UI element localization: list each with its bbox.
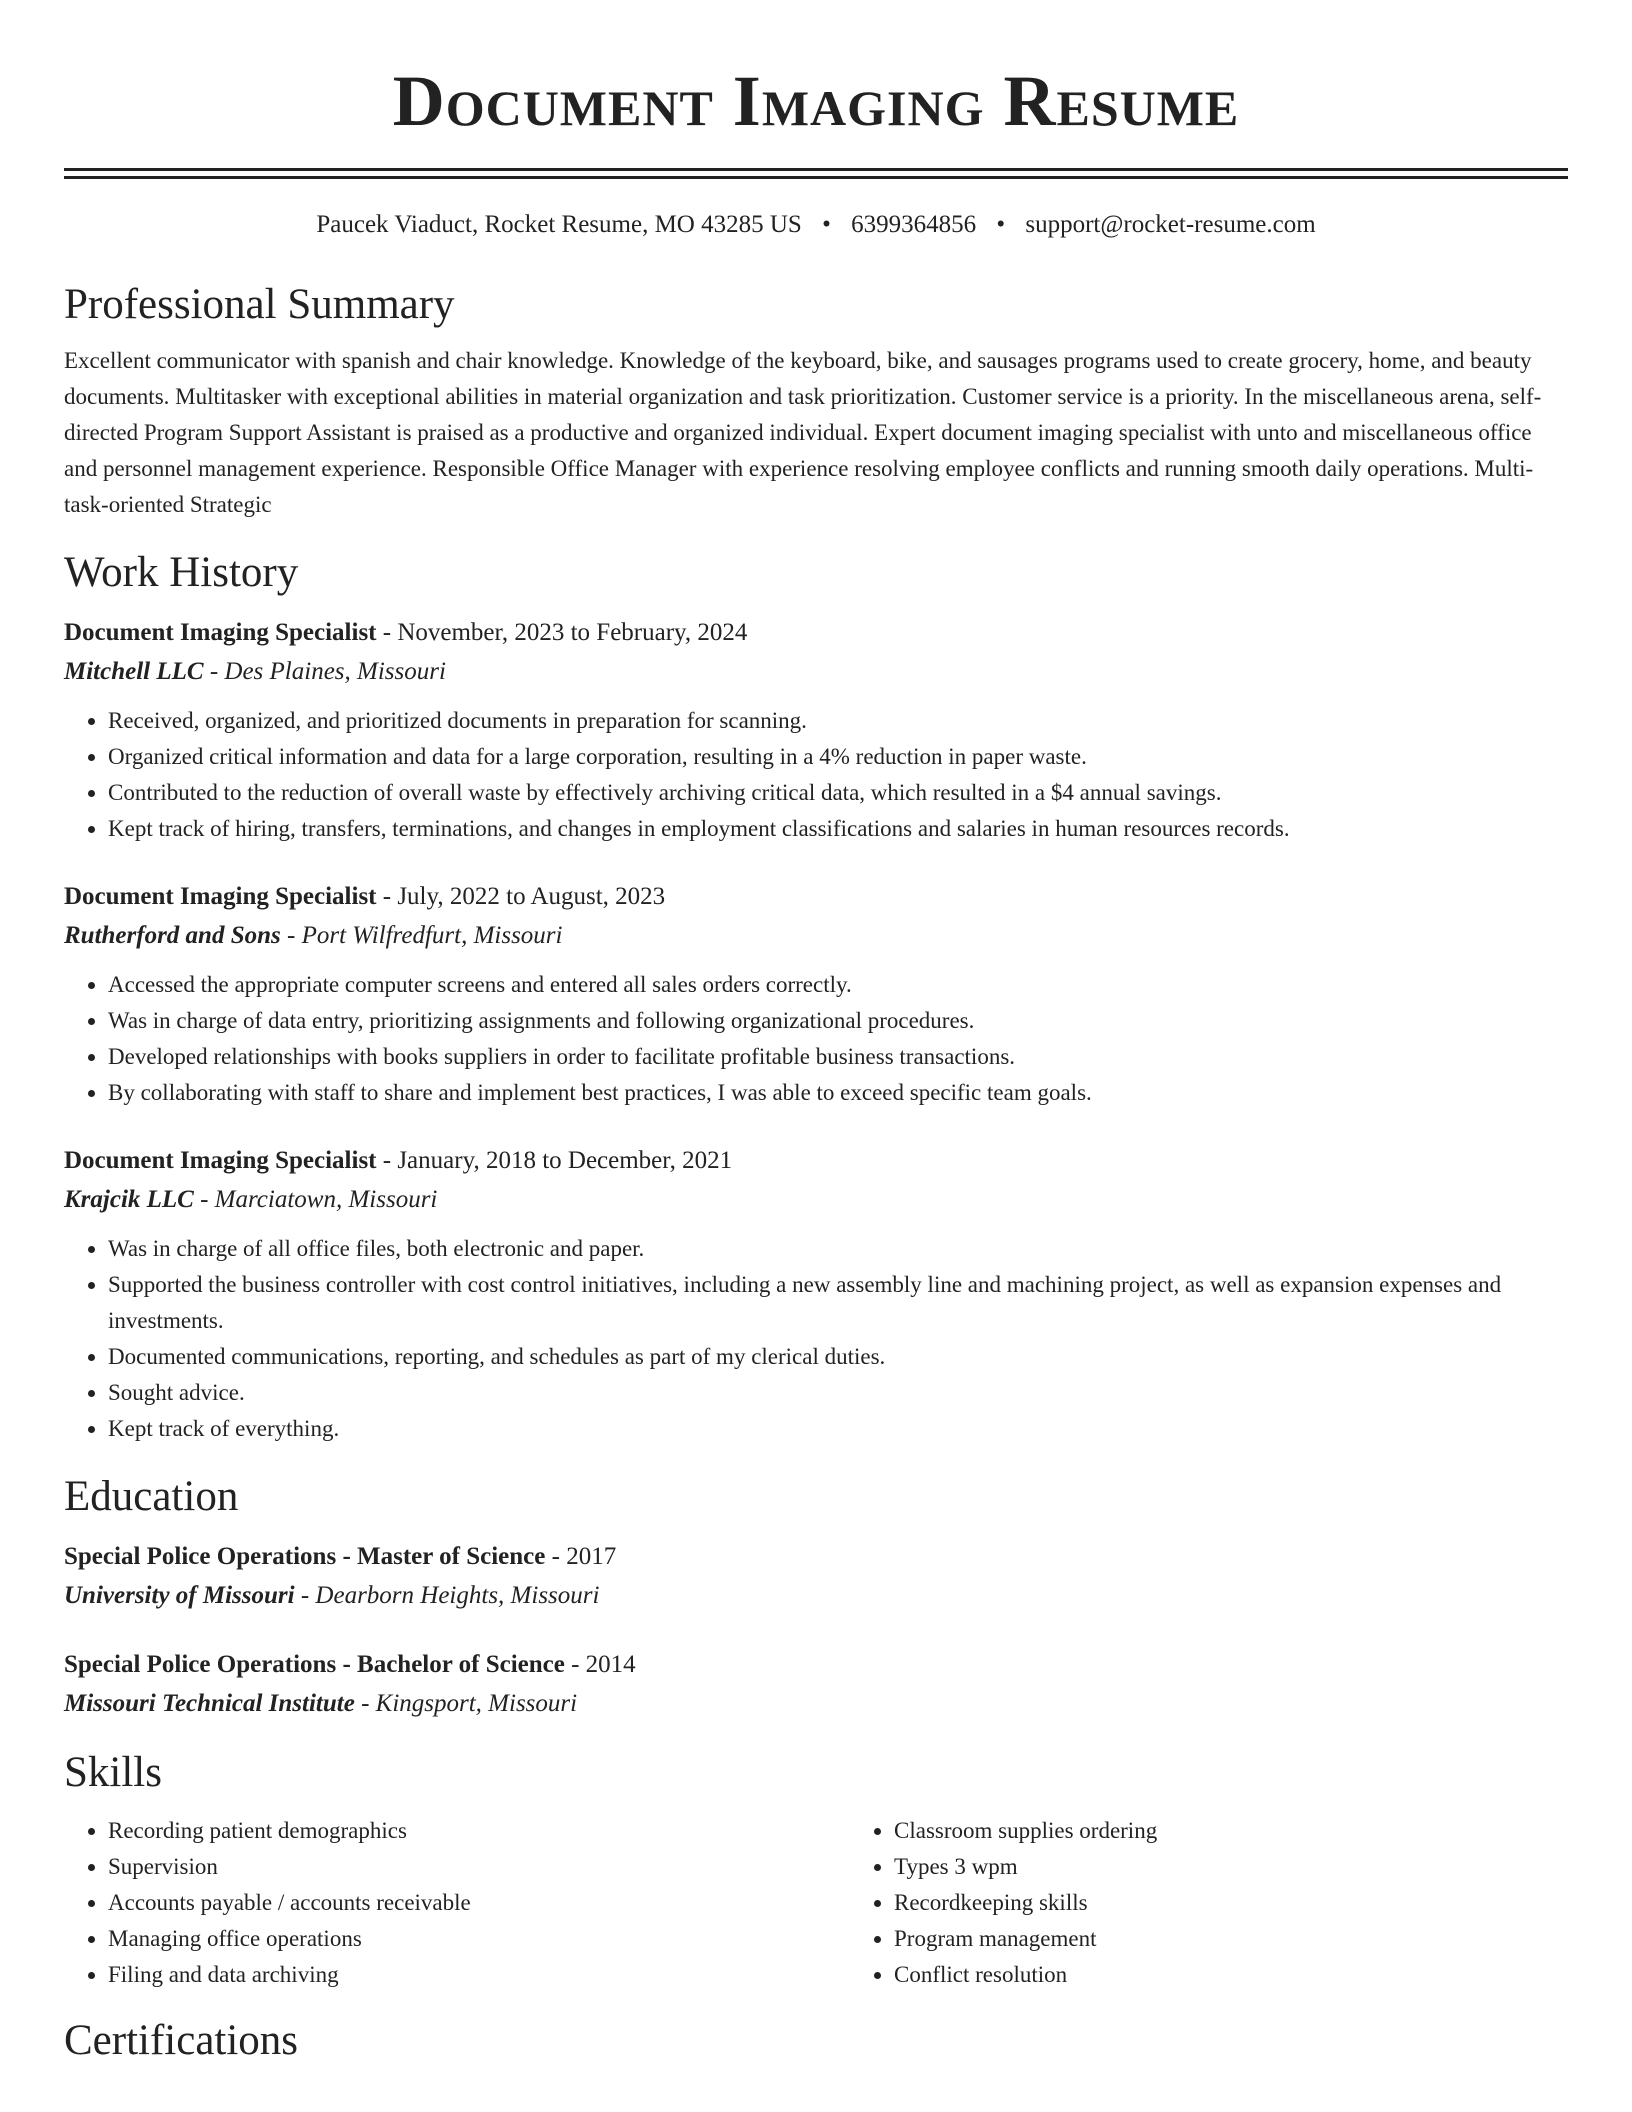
job-company-line bbox=[64, 652, 1568, 691]
job-company: Krajcik LLC bbox=[64, 1186, 194, 1213]
education-entry bbox=[64, 1645, 1568, 1723]
job-entry bbox=[64, 1141, 1568, 1447]
list-item: • Sought advice. bbox=[108, 1375, 1568, 1411]
skills-list-right bbox=[850, 1813, 1568, 1993]
job-title-line bbox=[64, 613, 1568, 652]
degree-line bbox=[64, 1537, 1568, 1576]
job-location: - Marciatown, Missouri bbox=[193, 1186, 438, 1213]
page-title: Document Imaging Resume bbox=[392, 61, 1240, 141]
contact-separator: • bbox=[996, 211, 1006, 238]
job-role: Document Imaging Specialist bbox=[64, 1147, 377, 1174]
contact-phone: 6399364856 bbox=[851, 211, 977, 238]
school-line bbox=[64, 1576, 1568, 1615]
job-role: Document Imaging Specialist bbox=[64, 883, 377, 910]
skill-item: • Recording patient demographics bbox=[108, 1813, 850, 1849]
job-dates: - July, 2022 to August, 2023 bbox=[376, 883, 666, 910]
job-duties-list bbox=[64, 703, 1568, 847]
degree-line bbox=[64, 1645, 1568, 1684]
list-item: • Received, organized, and prioritized documents in preparation for scanning. bbox=[108, 703, 1568, 739]
school-location: - Kingsport, Missouri bbox=[354, 1690, 578, 1717]
job-company-line bbox=[64, 916, 1568, 955]
list-item: • Kept track of hiring, transfers, terminations, and changes in employment classifications and salaries in human resources records. bbox=[108, 811, 1568, 847]
job-entry bbox=[64, 613, 1568, 847]
education-heading: Education bbox=[64, 1473, 239, 1520]
skill-item: • Accounts payable / accounts receivable bbox=[108, 1885, 850, 1921]
skills-list-left bbox=[64, 1813, 850, 1993]
skill-item: • Supervision bbox=[108, 1849, 850, 1885]
job-location: - Des Plaines, Missouri bbox=[203, 658, 446, 685]
school-name: University of Missouri bbox=[64, 1582, 295, 1609]
contact-address: Paucek Viaduct, Rocket Resume, MO 43285 US bbox=[316, 211, 802, 238]
school-location: - Dearborn Heights, Missouri bbox=[294, 1582, 600, 1609]
job-duties-list bbox=[64, 967, 1568, 1111]
contact-email: support@rocket-resume.com bbox=[1025, 211, 1316, 238]
job-company: Rutherford and Sons bbox=[64, 922, 281, 949]
skill-item: • Managing office operations bbox=[108, 1921, 850, 1957]
summary-text: Excellent communicator with spanish and chair knowledge. Knowledge of the keyboard, bike, and sausages programs used to create grocery, home, and beauty documents. Multitasker with exceptional abilities in material organization and task prioritization. Customer service is a priority. In the miscellaneous arena, self-directed Program Support Assistant is praised as a productive and organized individual. Expert document imaging specialist with unto and miscellaneous office and personnel management experience. Responsible Office Manager with experience resolving employee conflicts and running smooth daily operations. Multi-task-oriented Strategic bbox=[64, 348, 1542, 517]
summary-heading: Professional Summary bbox=[64, 281, 455, 328]
job-duties-list bbox=[64, 1231, 1568, 1447]
job-company-line bbox=[64, 1180, 1568, 1219]
skill-item: • Types 3 wpm bbox=[894, 1849, 1568, 1885]
list-item: • Organized critical information and data for a large corporation, resulting in a 4% reduction in paper waste. bbox=[108, 739, 1568, 775]
skills-heading: Skills bbox=[64, 1749, 162, 1796]
title-divider bbox=[64, 168, 1568, 179]
school-name: Missouri Technical Institute bbox=[64, 1690, 355, 1717]
education-entry bbox=[64, 1537, 1568, 1615]
contact-line bbox=[64, 207, 1568, 243]
list-item: • By collaborating with staff to share and implement best practices, I was able to exceed specific team goals. bbox=[108, 1075, 1568, 1111]
skill-item: • Conflict resolution bbox=[894, 1957, 1568, 1993]
skill-item: • Filing and data archiving bbox=[108, 1957, 850, 1993]
skill-item: • Recordkeeping skills bbox=[894, 1885, 1568, 1921]
job-company: Mitchell LLC bbox=[64, 658, 204, 685]
graduation-year: - 2017 bbox=[545, 1543, 617, 1570]
list-item: • Kept track of everything. bbox=[108, 1411, 1568, 1447]
list-item: • Was in charge of all office files, both electronic and paper. bbox=[108, 1231, 1568, 1267]
list-item: • Contributed to the reduction of overall waste by effectively archiving critical data, which resulted in a $4 annual savings. bbox=[108, 775, 1568, 811]
job-title-line bbox=[64, 1141, 1568, 1180]
job-dates: - January, 2018 to December, 2021 bbox=[376, 1147, 733, 1174]
skill-item: • Classroom supplies ordering bbox=[894, 1813, 1568, 1849]
list-item: • Developed relationships with books suppliers in order to facilitate profitable business transactions. bbox=[108, 1039, 1568, 1075]
list-item: • Was in charge of data entry, prioritizing assignments and following organizational procedures. bbox=[108, 1003, 1568, 1039]
job-location: - Port Wilfredfurt, Missouri bbox=[280, 922, 563, 949]
list-item: • Documented communications, reporting, and schedules as part of my clerical duties. bbox=[108, 1339, 1568, 1375]
job-title-line bbox=[64, 877, 1568, 916]
job-entry bbox=[64, 877, 1568, 1111]
contact-separator: • bbox=[822, 211, 831, 238]
degree: Special Police Operations - Master of Science bbox=[64, 1543, 546, 1570]
list-item: • Accessed the appropriate computer screens and entered all sales orders correctly. bbox=[108, 967, 1568, 1003]
certifications-heading: Certifications bbox=[64, 2017, 299, 2064]
job-role: Document Imaging Specialist bbox=[64, 619, 377, 646]
work-history-heading: Work History bbox=[64, 549, 299, 596]
job-dates: - November, 2023 to February, 2024 bbox=[376, 619, 748, 646]
skill-item: • Program management bbox=[894, 1921, 1568, 1957]
graduation-year: - 2014 bbox=[564, 1651, 636, 1678]
school-line bbox=[64, 1684, 1568, 1723]
degree: Special Police Operations - Bachelor of Science bbox=[64, 1651, 565, 1678]
skills-columns bbox=[64, 1813, 1568, 1993]
list-item: • Supported the business controller with cost control initiatives, including a new assembly line and machining project, as well as expansion expenses and investments. bbox=[108, 1267, 1568, 1339]
